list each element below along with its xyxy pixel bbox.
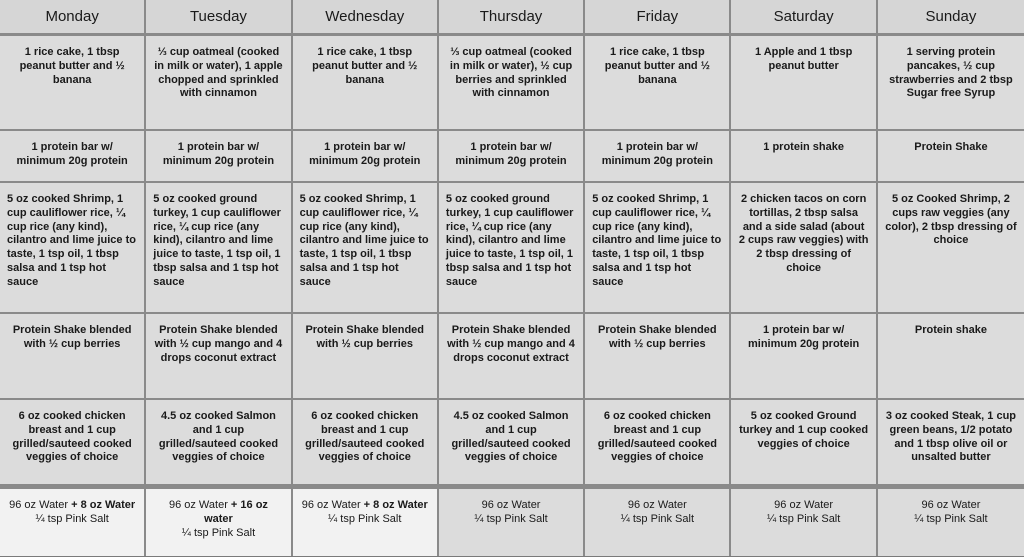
breakfast-cell-saturday: 1 Apple and 1 tbsp peanut butter [731, 36, 877, 131]
snack2-cell-sunday: Protein shake [878, 314, 1024, 400]
water-cell-wednesday [293, 486, 439, 556]
water-base: 96 oz Water [481, 499, 541, 511]
water-cell-tuesday [146, 486, 292, 556]
snack1-cell-saturday: 1 protein shake [731, 131, 877, 183]
water-base: 96 oz Water [301, 499, 361, 511]
water-base: 96 oz Water [168, 499, 228, 511]
day-header-row [0, 0, 1024, 36]
water-base: 96 oz Water [9, 499, 69, 511]
snack1-cell-wednesday: 1 protein bar w/ minimum 20g protein [293, 131, 439, 183]
snack2-cell-tuesday: Protein Shake blended with ½ cup mango and 4 drops coconut extract [146, 314, 292, 400]
salt-amount: ¼ tsp Pink Salt [181, 526, 256, 539]
breakfast-cell-monday: 1 rice cake, 1 tbsp peanut butter and ½ banana [0, 36, 146, 131]
day-header-monday: Monday [0, 0, 146, 36]
snack2-cell-wednesday: Protein Shake blended with ½ cup berries [293, 314, 439, 400]
snack1-cell-sunday: Protein Shake [878, 131, 1024, 183]
breakfast-row [0, 36, 1024, 131]
snack2-cell-saturday: 1 protein bar w/ minimum 20g protein [731, 314, 877, 400]
salt-amount: ¼ tsp Pink Salt [620, 512, 695, 525]
day-header-saturday: Saturday [731, 0, 877, 36]
snack1-cell-tuesday: 1 protein bar w/ minimum 20g protein [146, 131, 292, 183]
dinner-row [0, 400, 1024, 486]
afternoon-snack-row [0, 314, 1024, 400]
breakfast-cell-friday: 1 rice cake, 1 tbsp peanut butter and ½ banana [585, 36, 731, 131]
dinner-cell-monday: 6 oz cooked chicken breast and 1 cup grilled/sauteed cooked veggies of choice [0, 400, 146, 486]
morning-snack-row [0, 131, 1024, 183]
breakfast-cell-wednesday: 1 rice cake, 1 tbsp peanut butter and ½ banana [293, 36, 439, 131]
dinner-cell-sunday: 3 oz cooked Steak, 1 cup green beans, 1/2 potato and 1 tbsp olive oil or unsalted butter [878, 400, 1024, 486]
salt-amount: ¼ tsp Pink Salt [914, 512, 988, 525]
day-header-tuesday: Tuesday [146, 0, 292, 36]
water-cell-saturday [731, 486, 877, 556]
snack2-cell-friday: Protein Shake blended with ½ cup berries [585, 314, 731, 400]
water-cell-friday [585, 486, 731, 556]
water-base: 96 oz Water [921, 499, 981, 511]
dinner-cell-wednesday: 6 oz cooked chicken breast and 1 cup grilled/sauteed cooked veggies of choice [293, 400, 439, 486]
day-header-wednesday: Wednesday [293, 0, 439, 36]
dinner-cell-friday: 6 oz cooked chicken breast and 1 cup grilled/sauteed cooked veggies of choice [585, 400, 731, 486]
breakfast-cell-sunday: 1 serving protein pancakes, ½ cup strawberries and 2 tbsp Sugar free Syrup [878, 36, 1024, 131]
salt-amount: ¼ tsp Pink Salt [35, 512, 109, 525]
lunch-cell-wednesday: 5 oz cooked Shrimp, 1 cup cauliflower rice, ¼ cup rice (any kind), cilantro and lime juice to taste, 1 tsp oil, 1 tbsp salsa and 1 tsp hot sauce [293, 183, 439, 314]
lunch-cell-saturday: 2 chicken tacos on corn tortillas, 2 tbsp salsa and a side salad (about 2 cups raw veggies) with 2 tbsp dressing of choice [731, 183, 877, 314]
lunch-cell-monday: 5 oz cooked Shrimp, 1 cup cauliflower rice, ¼ cup rice (any kind), cilantro and lime juice to taste, 1 tsp oil, 1 tbsp salsa and 1 tsp hot sauce [0, 183, 146, 314]
day-header-sunday: Sunday [878, 0, 1024, 36]
water-cell-monday [0, 486, 146, 556]
salt-amount: ¼ tsp Pink Salt [328, 512, 402, 525]
water-cell-sunday [878, 486, 1024, 556]
day-header-thursday: Thursday [439, 0, 585, 36]
water-extra: + 8 oz Water [68, 499, 136, 511]
lunch-cell-friday: 5 oz cooked Shrimp, 1 cup cauliflower rice, ¼ cup rice (any kind), cilantro and lime juice to taste, 1 tsp oil, 1 tbsp salsa and 1 tsp hot sauce [585, 183, 731, 314]
snack1-cell-friday: 1 protein bar w/ minimum 20g protein [585, 131, 731, 183]
water-cell-thursday [439, 486, 585, 556]
dinner-cell-thursday: 4.5 oz cooked Salmon and 1 cup grilled/sauteed cooked veggies of choice [439, 400, 585, 486]
salt-amount: ¼ tsp Pink Salt [766, 512, 841, 525]
snack1-cell-thursday: 1 protein bar w/ minimum 20g protein [439, 131, 585, 183]
lunch-cell-tuesday: 5 oz cooked ground turkey, 1 cup cauliflower rice, ¼ cup rice (any kind), cilantro and lime juice to taste, 1 tsp oil, 1 tbsp salsa and 1 tsp hot sauce [146, 183, 292, 314]
water-row [0, 486, 1024, 556]
snack1-cell-monday: 1 protein bar w/ minimum 20g protein [0, 131, 146, 183]
snack2-cell-thursday: Protein Shake blended with ½ cup mango and 4 drops coconut extract [439, 314, 585, 400]
water-extra: + 8 oz Water [360, 499, 428, 511]
salt-amount: ¼ tsp Pink Salt [474, 512, 548, 525]
lunch-row [0, 183, 1024, 314]
day-header-friday: Friday [585, 0, 731, 36]
breakfast-cell-tuesday: ⅓ cup oatmeal (cooked in milk or water), 1 apple chopped and sprinkled with cinnamon [146, 36, 292, 131]
lunch-cell-sunday: 5 oz Cooked Shrimp, 2 cups raw veggies (any color), 2 tbsp dressing of choice [878, 183, 1024, 314]
water-base: 96 oz Water [774, 499, 834, 511]
breakfast-cell-thursday: ⅓ cup oatmeal (cooked in milk or water), ½ cup berries and sprinkled with cinnamon [439, 36, 585, 131]
water-extra: + 16 oz water [204, 499, 268, 525]
dinner-cell-saturday: 5 oz cooked Ground turkey and 1 cup cooked veggies of choice [731, 400, 877, 486]
snack2-cell-monday: Protein Shake blended with ½ cup berries [0, 314, 146, 400]
water-base: 96 oz Water [627, 499, 687, 511]
dinner-cell-tuesday: 4.5 oz cooked Salmon and 1 cup grilled/sauteed cooked veggies of choice [146, 400, 292, 486]
lunch-cell-thursday: 5 oz cooked ground turkey, 1 cup cauliflower rice, ¼ cup rice (any kind), cilantro and lime juice to taste, 1 tsp oil, 1 tbsp salsa and 1 tsp hot sauce [439, 183, 585, 314]
